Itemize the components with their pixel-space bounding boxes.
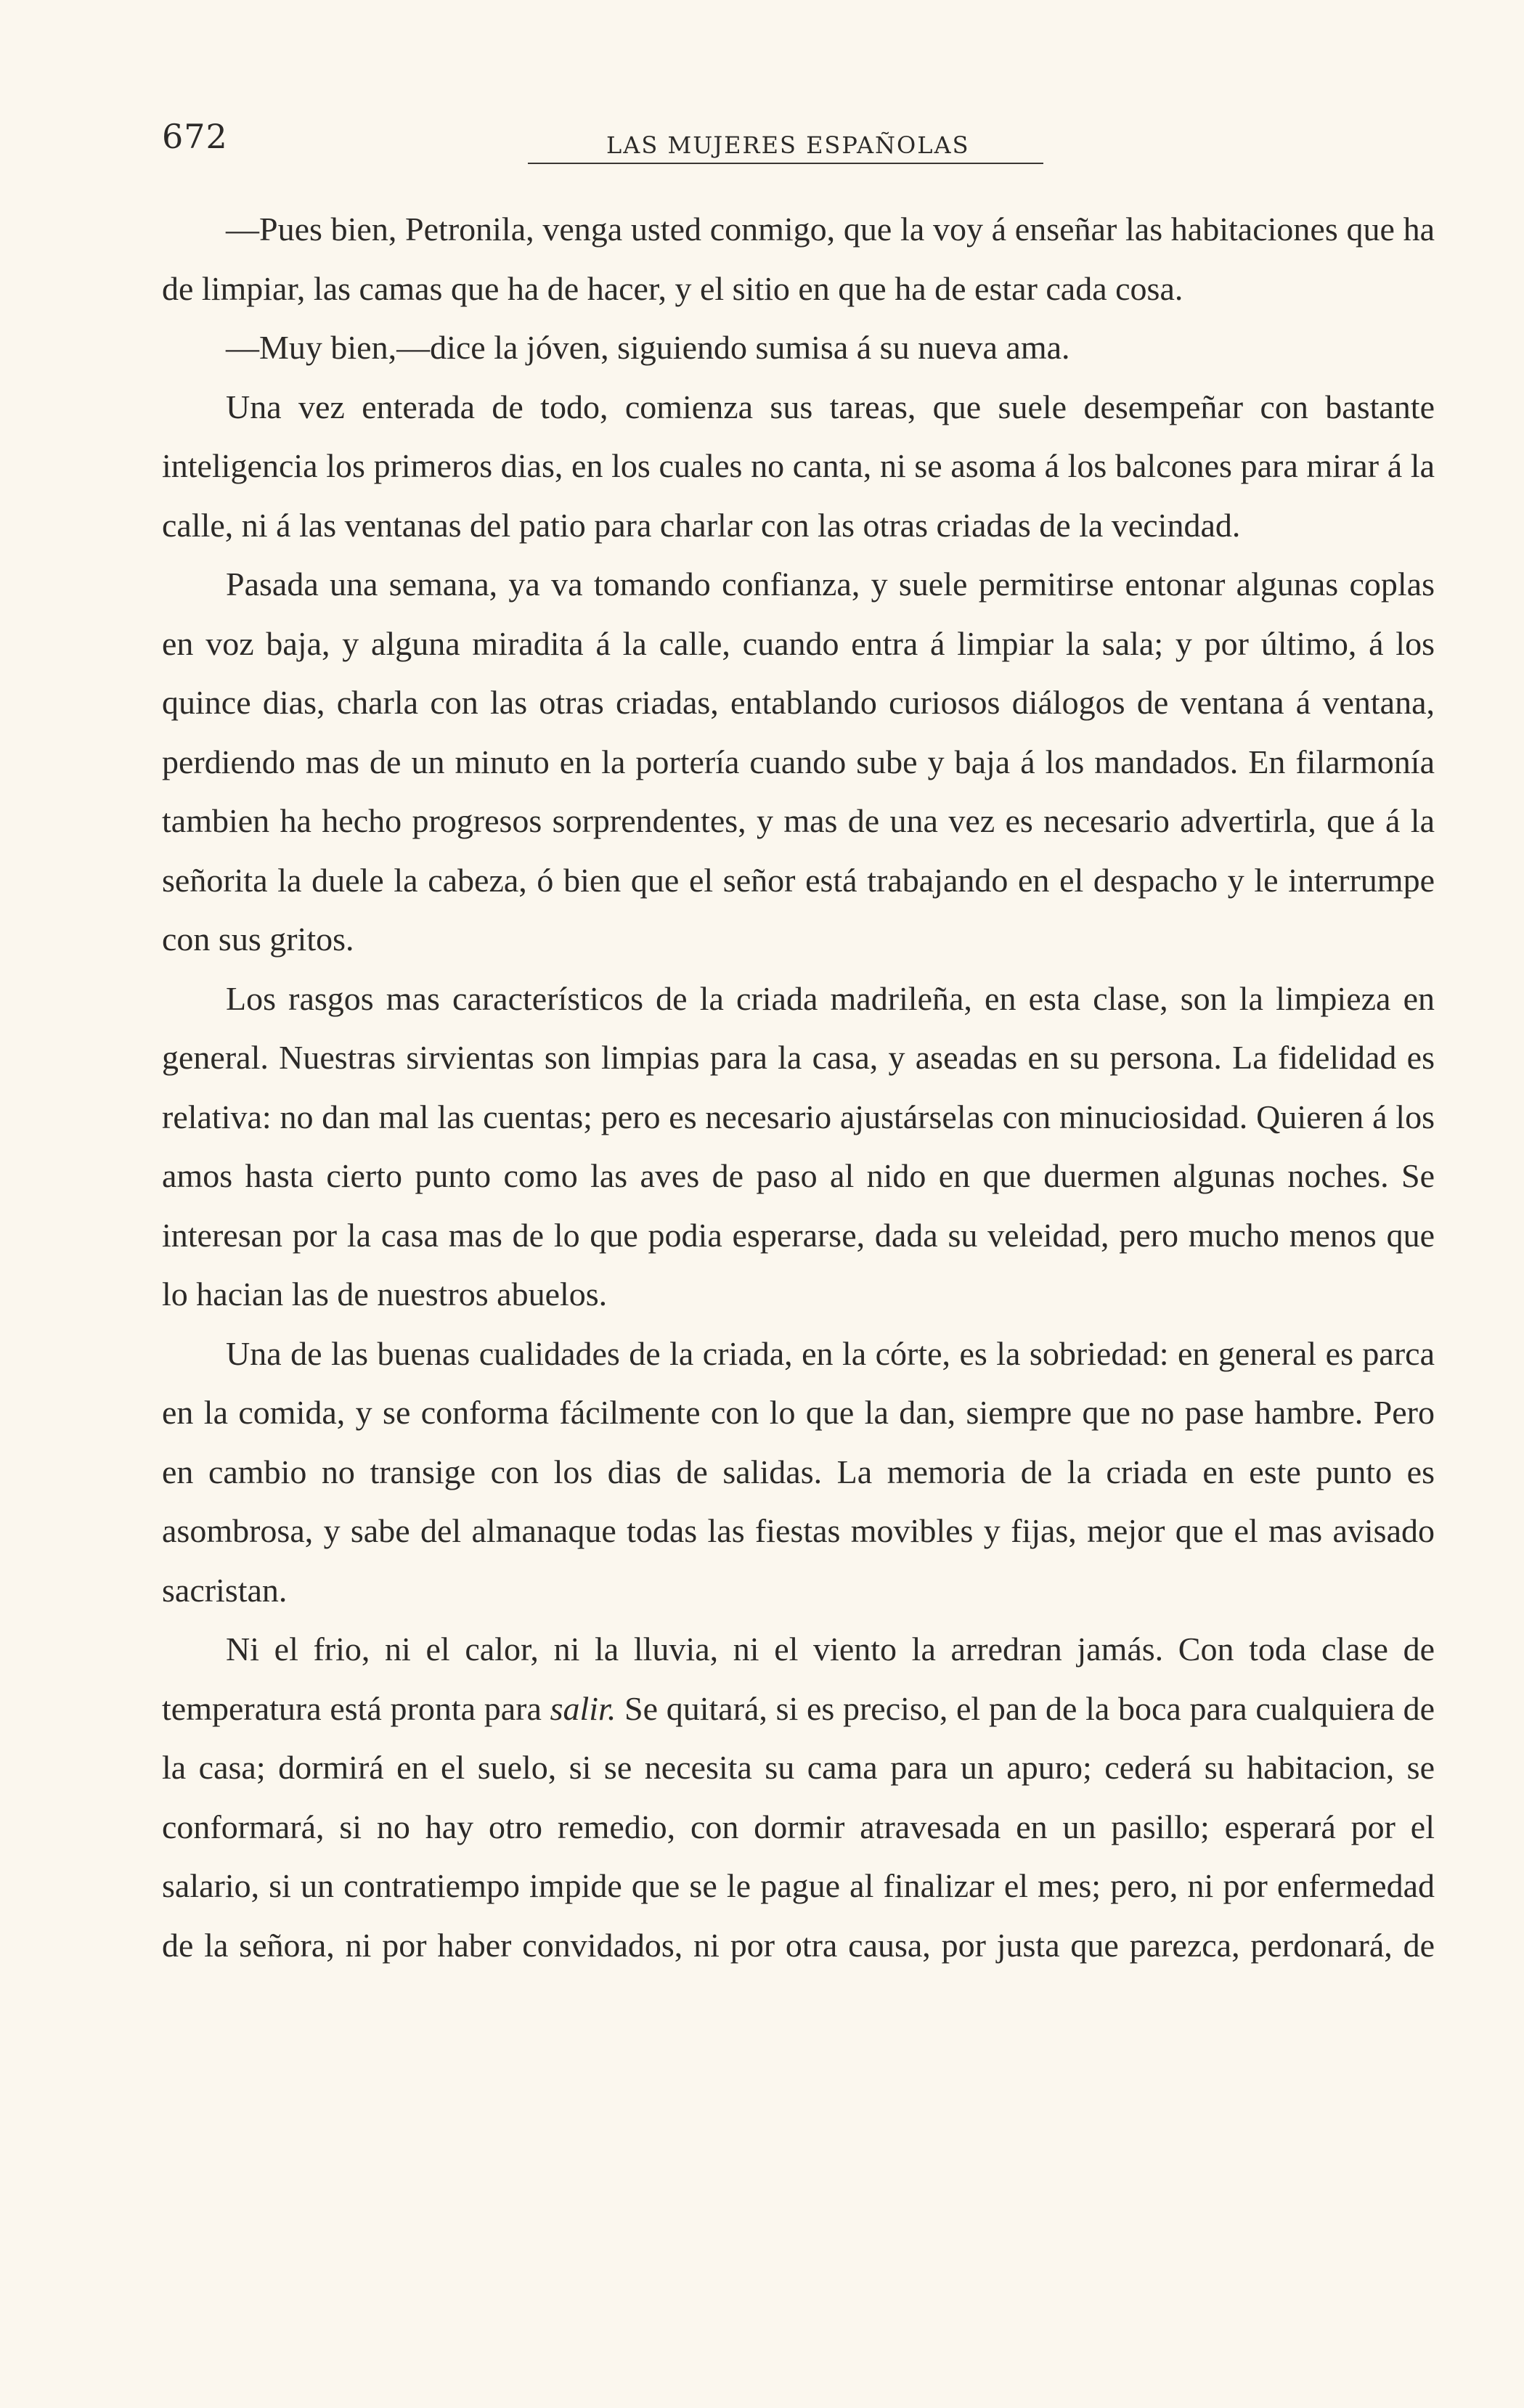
emphasized-word: salir. [550,1689,616,1727]
paragraph-text: Se quitará, si es preciso, el pan de la boca para cualquiera de la casa; dormirá en el suelo, si se necesita su cama para un apuro; cederá su habitacion, se conformará, si no hay otro remedio, con dormir atravesada en un pasillo; esperará por el salario, si un contratiempo impide que se le pague al finalizar el mes; pero, ni por enfermedad de la señora, ni por haber convidados, ni por otra causa, por justa que parezca, perdonará, de [162,1689,1435,1964]
header-rule [528,163,1043,164]
running-title: LAS MUJERES ESPAÑOLAS [606,131,970,159]
paragraph: Los rasgos mas característicos de la criada madrileña, en esta clase, son la limpieza en general. Nuestras sirvientas son limpias para la casa, y aseadas en su persona. La fidelidad es relativa: no dan mal las cuentas; pero es necesario ajustárselas con minuciosidad. Quieren á los amos hasta cierto punto como las aves de paso al nido en que duermen algunas noches. Se interesan por la casa mas de lo que podia esperarse, dada su veleidad, pero mucho menos que lo hacian las de nuestros abuelos. [162,979,1435,1313]
body-text [162,200,1435,1975]
paragraph: Una vez enterada de todo, comienza sus tareas, que suele desempeñar con bastante inteligencia los primeros dias, en los cuales no canta, ni se asoma á los balcones para mirar á la calle, ni á las ventanas del patio para charlar con las otras criadas de la vecindad. [162,388,1435,544]
paragraph: —Muy bien,—dice la jóven, siguiendo sumisa á su nueva ama. [226,329,1070,366]
paragraph-text: Ni el frio, ni el calor, ni la lluvia, ni el viento la arredran jamás. Con toda clase de temperatura está pronta para [162,1630,1435,1727]
paragraph: —Pues bien, Petronila, venga usted conmigo, que la voy á enseñar las habitaciones que ha de limpiar, las camas que ha de hacer, y el sitio en que ha de estar cada cosa. [162,211,1435,307]
paragraph [162,1620,1435,1975]
paragraph: Pasada una semana, ya va tomando confianza, y suele permitirse entonar algunas coplas en voz baja, y alguna miradita á la calle, cuando entra á limpiar la sala; y por último, á los quince dias, charla con las otras criadas, entablando curiosos diálogos de ventana á ventana, perdiendo mas de un minuto en la portería cuando sube y baja á los mandados. En filarmonía tambien ha hecho progresos sorprendentes, y mas de una vez es necesario advertirla, que á la señorita la duele la cabeza, ó bien que el señor está trabajando en el despacho y le interrumpe con sus gritos. [162,566,1435,958]
paragraph: Una de las buenas cualidades de la criada, en la córte, es la sobriedad: en general es parca en la comida, y se conforma fácilmente con lo que la dan, siempre que no pase hambre. Pero en cambio no transige con los dias de salidas. La memoria de la criada en este punto es asombrosa, y sabe del almanaque todas las fiestas movibles y fijas, mejor que el mas avisado sacristan. [162,1334,1435,1609]
page-number: 672 [162,117,228,156]
